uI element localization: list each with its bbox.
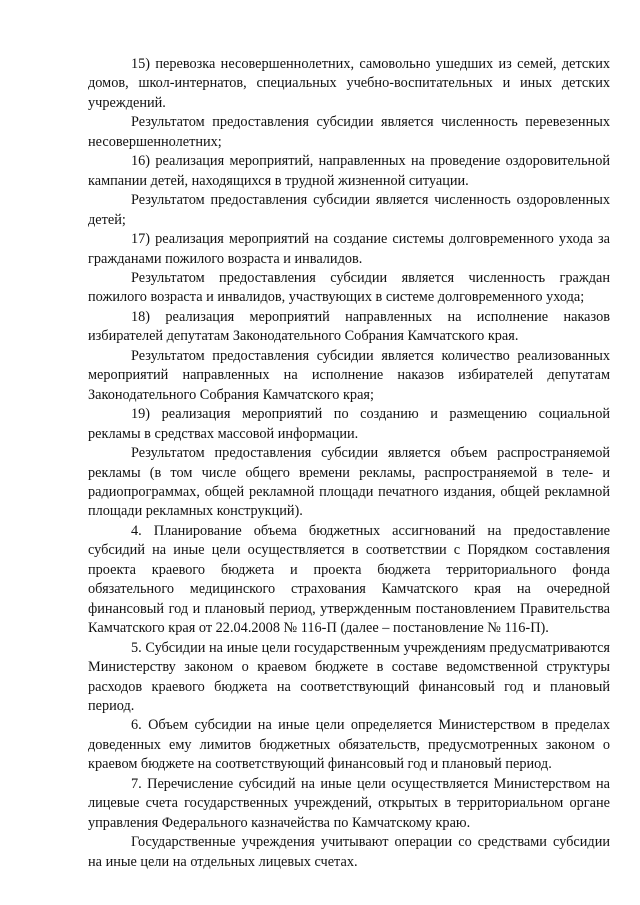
paragraph: Результатом предоставления субсидии является численность перевезенных несовершеннолетних; xyxy=(88,114,610,150)
paragraph: Результатом предоставления субсидии является численность граждан пожилого возраста и инвалидов, участвующих в системе долговременного ухода; xyxy=(88,269,610,306)
paragraph: 6. Объем субсидии на иные цели определяется Министерством в пределах доведенных ему лимитов бюджетных обязательств, предусмотренных законом о краевом бюджете на соответствующий финансовый год и плановый период. xyxy=(88,717,610,773)
document-body xyxy=(88,55,610,872)
paragraph: 16) реализация мероприятий, направленных на проведение оздоровительной кампании детей, находящихся в трудной жизненной ситуации. xyxy=(88,153,610,189)
paragraph: Государственные учреждения учитывают операции со средствами субсидии на иные цели на отдельных лицевых счетах. xyxy=(88,834,610,870)
paragraph: 15) перевозка несовершеннолетних, самовольно ушедших из семей, детских домов, школ-интернатов, специальных учебно-воспитательных и иных детских учреждений. xyxy=(88,56,610,111)
paragraph: 18) реализация мероприятий направленных на исполнение наказов избирателей депутатам Законодательного Собрания Камчатского края. xyxy=(88,308,610,345)
paragraph: 5. Субсидии на иные цели государственным учреждениям предусматриваются Министерству законом о краевом бюджете в составе ведомственной структуры расходов краевого бюджета на соответствующий финансовый год и плановый период. xyxy=(88,639,610,714)
paragraph: Результатом предоставления субсидии является объем распространяемой рекламы (в том числе общего времени рекламы, распространяемой в теле- и радиопрограммах, общей рекламной площади печатного издания, общей рекламной площади рекламных конструкций). xyxy=(88,445,610,520)
paragraph: 19) реализация мероприятий по созданию и размещению социальной рекламы в средствах массовой информации. xyxy=(88,406,610,442)
paragraph: Результатом предоставления субсидии является численность оздоровленных детей; xyxy=(88,192,610,228)
paragraph: 7. Перечисление субсидий на иные цели осуществляется Министерством на лицевые счета государственных учреждений, открытых в территориальном органе управления Федерального казначейства по Камчатскому краю. xyxy=(88,775,610,831)
paragraph: 17) реализация мероприятий на создание системы долговременного ухода за гражданами пожилого возраста и инвалидов. xyxy=(88,231,610,267)
paragraph: 4. Планирование объема бюджетных ассигнований на предоставление субсидий на иные цели осуществляется в соответствии с Порядком составления проекта краевого бюджета и проекта бюджета территориального фонда обязательного медицинского страхования Камчатского края на очередной финансовый год и плановый период, утвержденным постановлением Правительства Камчатского края от 22.04.2008 № 116-П (далее – постановление № 116-П). xyxy=(88,522,610,637)
paragraph: Результатом предоставления субсидии является количество реализованных мероприятий направленных на исполнение наказов избирателей депутатам Законодательного Собрания Камчатского края; xyxy=(88,347,610,403)
